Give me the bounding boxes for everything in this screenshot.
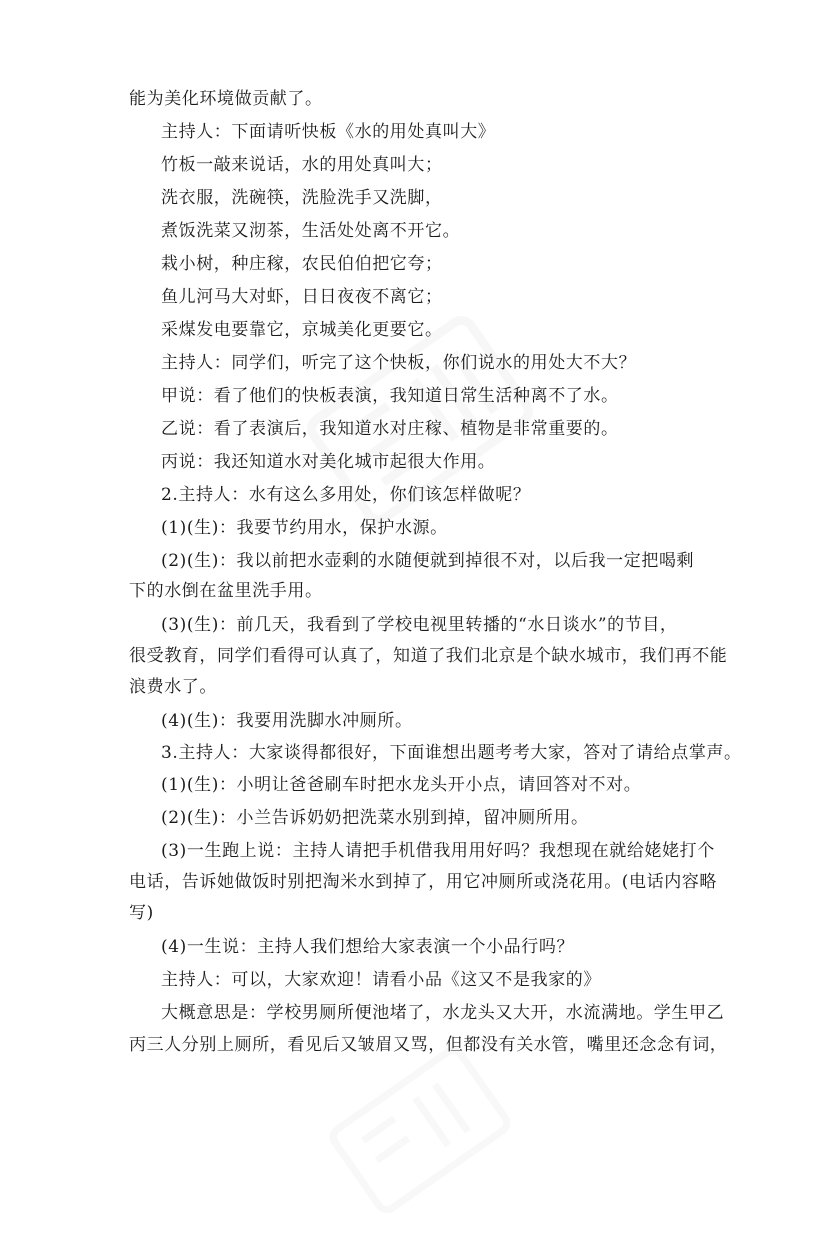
text-line: 鱼儿河马大对虾，日日夜夜不离它； — [161, 287, 443, 307]
text-line: 洗衣服，洗碗筷，洗脸洗手又洗脚， — [161, 188, 443, 208]
text-line: 丙说：我还知道水对美化城市起很大作用。 — [161, 452, 496, 472]
text-line: 浪费水了。 — [129, 677, 217, 697]
text-line: (3)一生跑上说：主持人请把手机借我用用好吗？我想现在就给姥姥打个 — [161, 841, 715, 861]
text-line: 栽小树，种庄稼，农民伯伯把它夸； — [161, 254, 443, 274]
text-line: (4)一生说：主持人我们想给大家表演一个小品行吗？ — [161, 937, 575, 957]
text-line: (3)(生)：前几天，我看到了学校电视里转播的“水日谈水”的节目， — [161, 615, 678, 635]
text-line: 主持人：同学们，听完了这个快板，你们说水的用处大不大？ — [161, 353, 637, 373]
text-line: (1)(生)：小明让爸爸刷车时把水龙头开小点，请回答对不对。 — [161, 775, 642, 795]
text-line: 能为美化环境做贡献了。 — [129, 89, 323, 109]
text-line: (2)(生)：我以前把水壶剩的水随便就到掉很不对，以后我一定把喝剩 — [161, 551, 695, 571]
text-line: 电话，告诉她做饭时别把淘米水到掉了，用它冲厕所或浇花用。(电话内容略 — [129, 872, 718, 892]
text-line: 主持人：下面请听快板《水的用处真叫大》 — [161, 122, 496, 142]
text-line: 2.主持人：水有这么多用处，你们该怎样做呢？ — [161, 485, 531, 505]
text-line: 丙三人分别上厕所，看见后又皱眉又骂，但都没有关水管，嘴里还念念有词， — [129, 1035, 728, 1055]
text-line: 很受教育，同学们看得可认真了，知道了我们北京是个缺水城市，我们再不能 — [129, 646, 728, 666]
text-line: (4)(生)：我要用洗脚水冲厕所。 — [161, 711, 413, 731]
text-line: (1)(生)：我要节约用水，保护水源。 — [161, 518, 448, 538]
text-line: 乙说：看了表演后，我知道水对庄稼、植物是非常重要的。 — [161, 419, 619, 439]
text-line: 竹板一敲来说话，水的用处真叫大； — [161, 155, 443, 175]
text-line: 主持人：可以，大家欢迎！请看小品《这又不是我家的》 — [161, 970, 601, 990]
text-line: 采煤发电要靠它，京城美化更要它。 — [161, 320, 443, 340]
text-line: 煮饭洗菜又沏茶，生活处处离不开它。 — [161, 221, 461, 241]
text-line: (2)(生)：小兰告诉奶奶把洗菜水别到掉，留冲厕所用。 — [161, 808, 589, 828]
text-line: 下的水倒在盆里洗手用。 — [129, 581, 323, 601]
text-line: 大概意思是：学校男厕所便池堵了，水龙头又大开，水流满地。学生甲乙 — [161, 1003, 725, 1023]
text-line: 甲说：看了他们的快板表演，我知道日常生活种离不了水。 — [161, 386, 619, 406]
text-line: 3.主持人：大家谈得都很好，下面谁想出题考考大家，答对了请给点掌声。 — [161, 743, 742, 763]
text-line: 写) — [129, 903, 154, 923]
